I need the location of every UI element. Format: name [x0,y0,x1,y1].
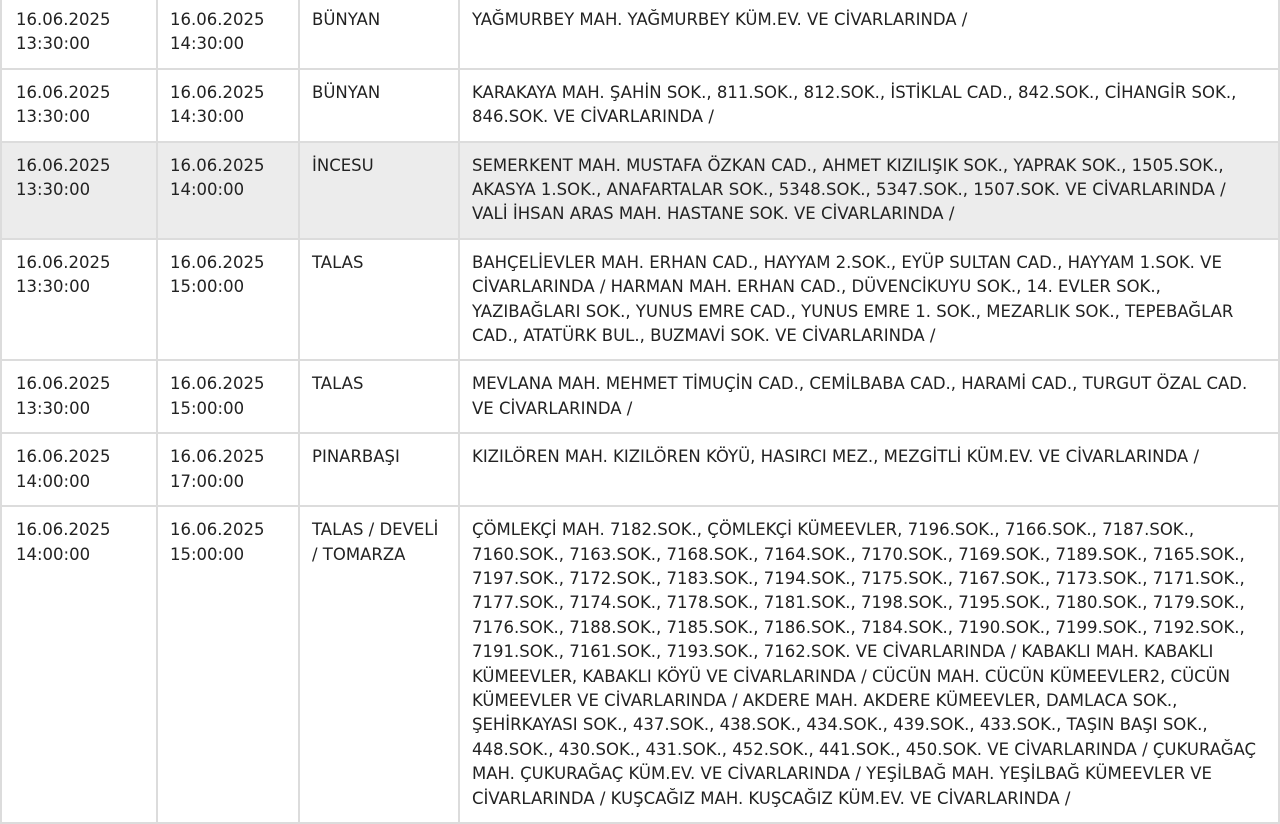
end-date: 16.06.2025 [170,374,265,394]
start-time: 13:30:00 [16,398,91,418]
district-cell: TALAS [299,360,459,433]
district-cell: İNCESU [299,142,459,239]
table-row [1,69,1279,142]
end-time: 17:00:00 [170,471,245,491]
table-row [1,506,1279,823]
start-date: 16.06.2025 [16,155,111,175]
district-cell: PINARBAŞI [299,433,459,506]
district-cell: TALAS / DEVELİ / TOMARZA [299,506,459,823]
district-cell: TALAS [299,239,459,361]
start-cell [1,360,157,433]
end-cell [157,0,299,69]
address-cell: YAĞMURBEY MAH. YAĞMURBEY KÜM.EV. VE CİVARLARINDA / [459,0,1279,69]
end-date: 16.06.2025 [170,520,265,540]
start-time: 13:30:00 [16,34,91,54]
start-cell [1,142,157,239]
address-cell: BAHÇELİEVLER MAH. ERHAN CAD., HAYYAM 2.SOK., EYÜP SULTAN CAD., HAYYAM 1.SOK. VE CİVARLARINDA / HARMAN MAH. ERHAN CAD., DÜVENCİKUYU SOK., 14. EVLER SOK., YAZIBAĞLARI SOK., YUNUS EMRE CAD., YUNUS EMRE 1. SOK., MEZARLIK SOK., TEPEBAĞLAR CAD., ATATÜRK BUL., BUZMAVİ SOK. VE CİVARLARINDA / [459,239,1279,361]
start-cell [1,433,157,506]
end-cell [157,360,299,433]
end-cell [157,433,299,506]
end-cell [157,239,299,361]
end-date: 16.06.2025 [170,447,265,467]
table-row [1,360,1279,433]
end-date: 16.06.2025 [170,10,265,29]
table-row [1,0,1279,69]
end-cell [157,69,299,142]
end-time: 15:00:00 [170,398,245,418]
address-cell: KARAKAYA MAH. ŞAHİN SOK., 811.SOK., 812.SOK., İSTİKLAL CAD., 842.SOK., CİHANGİR SOK., 846.SOK. VE CİVARLARINDA / [459,69,1279,142]
address-cell: SEMERKENT MAH. MUSTAFA ÖZKAN CAD., AHMET KIZILIŞIK SOK., YAPRAK SOK., 1505.SOK., AKASYA 1.SOK., ANAFARTALAR SOK., 5348.SOK., 5347.SOK., 1507.SOK. VE CİVARLARINDA / VALİ İHSAN ARAS MAH. HASTANE SOK. VE CİVARLARINDA / [459,142,1279,239]
end-time: 15:00:00 [170,277,245,297]
start-date: 16.06.2025 [16,374,111,394]
address-cell: ÇÖMLEKÇİ MAH. 7182.SOK., ÇÖMLEKÇİ KÜMEEVLER, 7196.SOK., 7166.SOK., 7187.SOK., 7160.SOK., 7163.SOK., 7168.SOK., 7164.SOK., 7170.SOK., 7169.SOK., 7189.SOK., 7165.SOK., 7197.SOK., 7172.SOK., 7183.SOK., 7194.SOK., 7175.SOK., 7167.SOK., 7173.SOK., 7171.SOK., 7177.SOK., 7174.SOK., 7178.SOK., 7181.SOK., 7198.SOK., 7195.SOK., 7180.SOK., 7179.SOK., 7176.SOK., 7188.SOK., 7185.SOK., 7186.SOK., 7184.SOK., 7190.SOK., 7199.SOK., 7192.SOK., 7191.SOK., 7161.SOK., 7193.SOK., 7162.SOK. VE CİVARLARINDA / KABAKLI MAH. KABAKLI KÜMEEVLER, KABAKLI KÖYÜ VE CİVARLARINDA / CÜCÜN MAH. CÜCÜN KÜMEEVLER2, CÜCÜN KÜMEEVLER VE CİVARLARINDA / AKDERE MAH. AKDERE KÜMEEVLER, DAMLACA SOK., ŞEHİRKAYASI SOK., 437.SOK., 438.SOK., 434.SOK., 439.SOK., 433.SOK., TAŞIN BAŞI SOK., 448.SOK., 430.SOK., 431.SOK., 452.SOK., 441.SOK., 450.SOK. VE CİVARLARINDA / ÇUKURAĞAÇ MAH. ÇUKURAĞAÇ KÜM.EV. VE CİVARLARINDA / YEŞİLBAĞ MAH. YEŞİLBAĞ KÜMEEVLER VE CİVARLARINDA / KUŞCAĞIZ MAH. KUŞCAĞIZ KÜM.EV. VE CİVARLARINDA / [459,506,1279,823]
end-date: 16.06.2025 [170,252,265,272]
end-date: 16.06.2025 [170,82,265,102]
start-time: 13:30:00 [16,107,91,127]
start-date: 16.06.2025 [16,252,111,272]
district-cell: BÜNYAN [299,0,459,69]
end-cell [157,506,299,823]
start-time: 13:30:00 [16,180,91,200]
end-time: 14:00:00 [170,180,245,200]
end-time: 15:00:00 [170,544,245,564]
start-date: 16.06.2025 [16,82,111,102]
table-row [1,239,1279,361]
start-cell [1,506,157,823]
start-cell [1,0,157,69]
start-date: 16.06.2025 [16,520,111,540]
table-row-hovered [1,142,1279,239]
start-cell [1,239,157,361]
start-time: 14:00:00 [16,471,91,491]
address-cell: MEVLANA MAH. MEHMET TİMUÇİN CAD., CEMİLBABA CAD., HARAMİ CAD., TURGUT ÖZAL CAD. VE CİVARLARINDA / [459,360,1279,433]
start-time: 13:30:00 [16,277,91,297]
end-time: 14:30:00 [170,107,245,127]
start-date: 16.06.2025 [16,10,111,29]
end-time: 14:30:00 [170,34,245,54]
start-time: 14:00:00 [16,544,91,564]
end-date: 16.06.2025 [170,155,265,175]
start-date: 16.06.2025 [16,447,111,467]
address-cell: KIZILÖREN MAH. KIZILÖREN KÖYÜ, HASIRCI MEZ., MEZGİTLİ KÜM.EV. VE CİVARLARINDA / [459,433,1279,506]
start-cell [1,69,157,142]
end-cell [157,142,299,239]
district-cell: BÜNYAN [299,69,459,142]
table-row [1,433,1279,506]
